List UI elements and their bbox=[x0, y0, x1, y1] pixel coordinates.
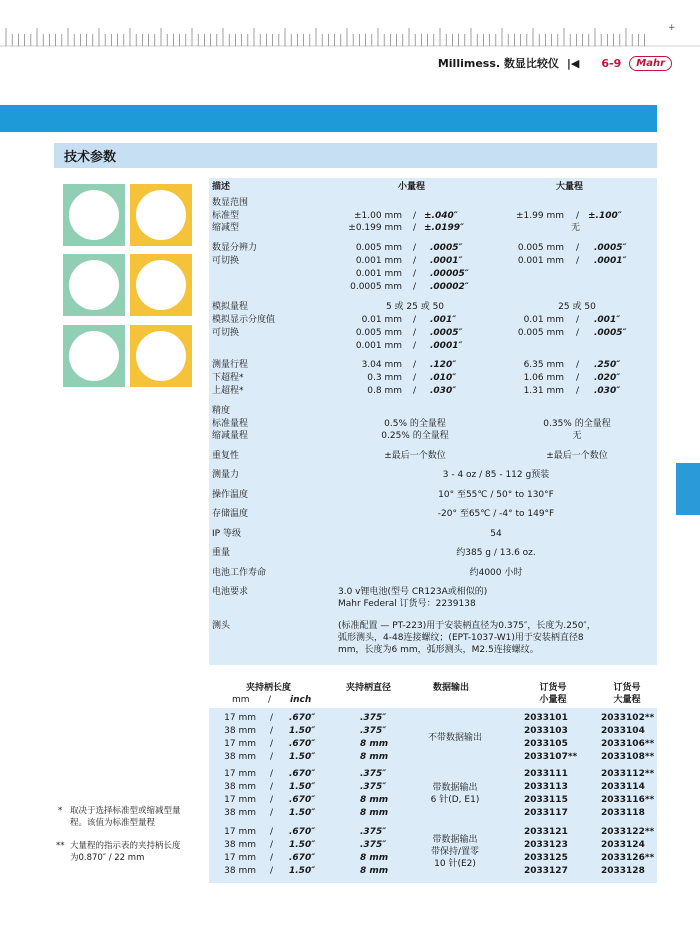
stem-length-inch: 1.50″ bbox=[289, 866, 316, 876]
data-output-label: 不带数据输出 bbox=[427, 733, 482, 743]
dial-face-yellow-2 bbox=[130, 254, 192, 316]
label-force: 测量力 bbox=[212, 470, 240, 480]
dr-red-large: 无 bbox=[571, 223, 581, 233]
slash: / bbox=[270, 827, 274, 837]
label-probe: 测头 bbox=[212, 621, 231, 631]
stem-diameter: .375″ bbox=[360, 726, 387, 736]
h-small: 小量程 bbox=[539, 695, 567, 705]
order-no-small: 2033127 bbox=[524, 866, 568, 876]
order-no-large: 2033114 bbox=[601, 782, 645, 792]
label-resolution: 数显分辨力 bbox=[212, 243, 258, 253]
stem-length-mm: 17 mm bbox=[224, 795, 256, 805]
acc-red-small: 0.25% 的全量程 bbox=[381, 431, 449, 441]
stem-length-inch: .670″ bbox=[289, 769, 316, 779]
order-no-large: 2033128 bbox=[601, 866, 645, 876]
slash: / bbox=[270, 840, 274, 850]
battery-life-value: 约4000 小时 bbox=[469, 568, 523, 578]
slash: / bbox=[270, 853, 274, 863]
h-inch: inch bbox=[290, 695, 312, 705]
order-no-large: 2033108** bbox=[601, 752, 655, 762]
label-travel: 测量行程 bbox=[212, 360, 249, 370]
label-weight: 重量 bbox=[212, 548, 231, 558]
slash: / bbox=[270, 808, 274, 818]
h-data-output: 数据输出 bbox=[433, 683, 470, 693]
value-inch: .0001″ bbox=[430, 341, 463, 351]
order-no-large: 2033122** bbox=[601, 827, 655, 837]
ruler-strip bbox=[0, 0, 700, 50]
op-temp-value: 10° 至55℃ / 50° to 130°F bbox=[438, 490, 554, 500]
label-analog-division: 模拟显示分度值 bbox=[212, 315, 276, 325]
value-inch: .0005″ bbox=[430, 243, 463, 253]
stem-length-inch: 1.50″ bbox=[289, 840, 316, 850]
label-switchable: 可切换 bbox=[212, 256, 240, 266]
order-no-large: 2033112** bbox=[601, 769, 655, 779]
slash: / bbox=[576, 211, 580, 221]
probe-value-3: mm，长度为6 mm，弧形测头，M2.5连接螺纹。 bbox=[338, 645, 539, 655]
dial-face-green-1 bbox=[63, 184, 125, 246]
footnote-2-line-2: 为0.870″ / 22 mm bbox=[70, 853, 145, 863]
stem-length-mm: 17 mm bbox=[224, 713, 256, 723]
order-no-large: 2033102** bbox=[601, 713, 655, 723]
value-inch: .030″ bbox=[594, 386, 621, 396]
order-no-small: 2033111 bbox=[524, 769, 568, 779]
stem-diameter: .375″ bbox=[360, 840, 387, 850]
slash: / bbox=[270, 726, 274, 736]
value-inch: .0001″ bbox=[594, 256, 627, 266]
slash: / bbox=[413, 315, 417, 325]
repeat-large: ±最后一个数位 bbox=[546, 451, 608, 461]
stem-length-inch: 1.50″ bbox=[289, 808, 316, 818]
slash: / bbox=[576, 328, 580, 338]
order-no-large: 2033104 bbox=[601, 726, 645, 736]
stem-length-inch: 1.50″ bbox=[289, 726, 316, 736]
value-inch: .010″ bbox=[430, 373, 457, 383]
stem-length-mm: 17 mm bbox=[224, 853, 256, 863]
stem-diameter: 8 mm bbox=[360, 752, 389, 762]
value-mm: 0.005 mm bbox=[517, 243, 564, 253]
label-switchable-2: 可切换 bbox=[212, 328, 240, 338]
label-reduced: 缩减型 bbox=[212, 223, 240, 233]
h-order-no-large: 订货号 bbox=[613, 683, 641, 693]
order-no-small: 2033121 bbox=[524, 827, 568, 837]
stem-diameter: 8 mm bbox=[360, 808, 389, 818]
order-no-large: 2033116** bbox=[601, 795, 655, 805]
order-no-small: 2033117 bbox=[524, 808, 568, 818]
section-title: 技术参数 bbox=[64, 150, 117, 165]
order-no-small: 2033101 bbox=[524, 713, 568, 723]
stem-length-inch: .670″ bbox=[289, 853, 316, 863]
slash: / bbox=[413, 243, 417, 253]
value-mm: 0.005 mm bbox=[517, 328, 564, 338]
stem-length-mm: 17 mm bbox=[224, 739, 256, 749]
slash: / bbox=[270, 739, 274, 749]
value-mm: 0.001 mm bbox=[355, 341, 402, 351]
h-large: 大量程 bbox=[613, 695, 641, 705]
acc-std-small: 0.5% 的全量程 bbox=[384, 419, 446, 429]
stem-diameter: .375″ bbox=[360, 713, 387, 723]
stem-diameter: .375″ bbox=[360, 827, 387, 837]
col-large: 大量程 bbox=[556, 182, 584, 192]
label-standard-range: 标准量程 bbox=[212, 419, 249, 429]
value-mm: 6.35 mm bbox=[523, 360, 564, 370]
slash: / bbox=[413, 211, 417, 221]
h-slash: / bbox=[268, 695, 272, 705]
slash: / bbox=[413, 282, 417, 292]
order-no-small: 2033103 bbox=[524, 726, 568, 736]
slash: / bbox=[270, 713, 274, 723]
repeat-small: ±最后一个数位 bbox=[384, 451, 446, 461]
footnote-1-line-2: 程。该值为标准型量程 bbox=[70, 818, 156, 828]
slash: / bbox=[576, 360, 580, 370]
footnote-2-mark: ** bbox=[56, 841, 65, 851]
value-mm: 0.005 mm bbox=[355, 328, 402, 338]
slash: / bbox=[413, 223, 417, 233]
acc-std-large: 0.35% 的全量程 bbox=[543, 419, 611, 429]
stem-length-inch: .670″ bbox=[289, 713, 316, 723]
value-mm: 0.3 mm bbox=[367, 373, 402, 383]
value-mm: 0.01 mm bbox=[523, 315, 564, 325]
stem-length-inch: 1.50″ bbox=[289, 782, 316, 792]
svg-text:+: + bbox=[668, 23, 676, 33]
battery-value-2: Mahr Federal 订货号：2239138 bbox=[338, 599, 476, 609]
value-mm: 0.01 mm bbox=[361, 315, 402, 325]
dr-std-large-in: ±.100″ bbox=[588, 211, 622, 221]
value-mm: 0.001 mm bbox=[517, 256, 564, 266]
value-inch: .0001″ bbox=[430, 256, 463, 266]
data-output-label: 带数据输出 bbox=[432, 783, 478, 793]
stem-length-mm: 38 mm bbox=[224, 866, 256, 876]
value-inch: .001″ bbox=[594, 315, 621, 325]
dr-red-small-in: ±.0199″ bbox=[424, 223, 465, 233]
mahr-logo: Mahr bbox=[629, 56, 672, 71]
slash: / bbox=[576, 386, 580, 396]
slash: / bbox=[576, 315, 580, 325]
label-ip: IP 等级 bbox=[212, 529, 241, 539]
storage-temp-value: -20° 至65℃ / -4° to 149°F bbox=[437, 509, 555, 519]
label-lower-overtravel: 下超程* bbox=[212, 373, 244, 383]
slash: / bbox=[270, 866, 274, 876]
stem-diameter: .375″ bbox=[360, 769, 387, 779]
col-desc: 描述 bbox=[212, 182, 231, 192]
dr-std-small-in: ±.040″ bbox=[424, 211, 458, 221]
value-inch: .250″ bbox=[594, 360, 621, 370]
h-mm: mm bbox=[232, 695, 250, 705]
stem-diameter: 8 mm bbox=[360, 795, 389, 805]
value-inch: .00005″ bbox=[430, 269, 469, 279]
footnote-1-mark: * bbox=[58, 806, 63, 816]
value-mm: 0.001 mm bbox=[355, 269, 402, 279]
stem-length-inch: .670″ bbox=[289, 827, 316, 837]
dial-face-yellow-1 bbox=[130, 184, 192, 246]
slash: / bbox=[413, 328, 417, 338]
value-inch: .120″ bbox=[430, 360, 457, 370]
analog-large: 25 或 50 bbox=[558, 302, 596, 312]
value-inch: .0005″ bbox=[430, 328, 463, 338]
data-output-label: 带保持/置零 bbox=[430, 847, 480, 857]
value-inch: .0005″ bbox=[594, 328, 627, 338]
label-accuracy: 精度 bbox=[212, 406, 231, 416]
slash: / bbox=[270, 795, 274, 805]
order-no-small: 2033113 bbox=[524, 782, 568, 792]
order-no-small: 2033105 bbox=[524, 739, 568, 749]
slash: / bbox=[270, 782, 274, 792]
weight-value: 约385 g / 13.6 oz. bbox=[456, 548, 536, 558]
label-battery-life: 电池工作寿命 bbox=[212, 568, 267, 578]
stem-diameter: 8 mm bbox=[360, 853, 389, 863]
order-no-small: 2033123 bbox=[524, 840, 568, 850]
stem-length-mm: 38 mm bbox=[224, 840, 256, 850]
section-color-bar bbox=[0, 105, 657, 132]
value-mm: 1.31 mm bbox=[523, 386, 564, 396]
slash: / bbox=[576, 373, 580, 383]
label-battery: 电池要求 bbox=[212, 587, 249, 597]
col-small: 小量程 bbox=[398, 182, 426, 192]
data-output-label: 6 针(D, E1) bbox=[430, 795, 480, 805]
acc-red-large: 无 bbox=[572, 431, 582, 441]
value-mm: 0.0005 mm bbox=[350, 282, 402, 292]
footnote-1-line-1: 取决于选择标准型或缩减型量 bbox=[70, 806, 181, 816]
probe-value-1: (标准配置 — PT-223)用于安装柄直径为0.375″，长度为.250″， bbox=[338, 621, 596, 631]
value-inch: .001″ bbox=[430, 315, 457, 325]
label-op-temp: 操作温度 bbox=[212, 490, 249, 500]
order-no-large: 2033126** bbox=[601, 853, 655, 863]
order-no-large: 2033118 bbox=[601, 808, 645, 818]
dial-face-green-2 bbox=[63, 254, 125, 316]
value-mm: 0.8 mm bbox=[367, 386, 402, 396]
footnote-2-line-1: 大量程的指示表的夹持柄长度 bbox=[70, 841, 181, 851]
stem-length-mm: 38 mm bbox=[224, 726, 256, 736]
data-output-label: 10 针(E2) bbox=[434, 859, 476, 869]
slash: / bbox=[270, 769, 274, 779]
data-output-label: 带数据输出 bbox=[432, 835, 478, 845]
slash: / bbox=[576, 256, 580, 266]
slash: / bbox=[270, 752, 274, 762]
stem-length-mm: 17 mm bbox=[224, 827, 256, 837]
order-no-small: 2033115 bbox=[524, 795, 568, 805]
h-stem-diameter: 夹持柄直径 bbox=[346, 683, 392, 693]
slash: / bbox=[413, 373, 417, 383]
value-inch: .030″ bbox=[430, 386, 457, 396]
slash: / bbox=[413, 360, 417, 370]
stem-diameter: 8 mm bbox=[360, 739, 389, 749]
chapter-side-tab bbox=[676, 463, 700, 515]
value-inch: .00002″ bbox=[430, 282, 469, 292]
dial-face-green-3 bbox=[63, 325, 125, 387]
battery-value-1: 3.0 v锂电池(型号 CR123A或相似的) bbox=[338, 587, 488, 597]
header-title: Millimess. 数显比较仪 bbox=[437, 57, 559, 70]
order-no-large: 2033124 bbox=[601, 840, 645, 850]
slash: / bbox=[413, 386, 417, 396]
force-value: 3 - 4 oz / 85 - 112 g预装 bbox=[442, 470, 550, 480]
label-storage-temp: 存储温度 bbox=[212, 509, 249, 519]
stem-length-mm: 38 mm bbox=[224, 752, 256, 762]
slash: / bbox=[413, 341, 417, 351]
slash: / bbox=[413, 256, 417, 266]
dr-std-large-mm: ±1.99 mm bbox=[516, 211, 564, 221]
value-inch: .0005″ bbox=[594, 243, 627, 253]
stem-diameter: 8 mm bbox=[360, 866, 389, 876]
h-stem-length: 夹持柄长度 bbox=[246, 683, 292, 693]
header-separator-icon: |◀ bbox=[566, 56, 580, 70]
dr-red-small-mm: ±0.199 mm bbox=[348, 223, 402, 233]
value-mm: 3.04 mm bbox=[361, 360, 402, 370]
value-inch: .020″ bbox=[594, 373, 621, 383]
value-mm: 0.005 mm bbox=[355, 243, 402, 253]
label-display-range: 数显范围 bbox=[212, 198, 249, 208]
stem-length-inch: .670″ bbox=[289, 795, 316, 805]
order-no-small: 2033107** bbox=[524, 752, 578, 762]
label-upper-overtravel: 上超程* bbox=[212, 386, 244, 396]
stem-length-mm: 38 mm bbox=[224, 808, 256, 818]
page-header bbox=[438, 52, 672, 74]
stem-length-mm: 38 mm bbox=[224, 782, 256, 792]
value-mm: 0.001 mm bbox=[355, 256, 402, 266]
dial-face-yellow-3 bbox=[130, 325, 192, 387]
label-reduced-range: 缩减量程 bbox=[212, 431, 249, 441]
dr-std-small-mm: ±1.00 mm bbox=[354, 211, 402, 221]
page-number: 6-9 bbox=[601, 56, 622, 70]
label-analog-range: 模拟量程 bbox=[212, 302, 249, 312]
probe-value-2: 弧形测头，4-48连接螺纹；(EPT-1037-W1)用于安装柄直径8 bbox=[338, 633, 584, 643]
h-order-no-small: 订货号 bbox=[539, 683, 567, 693]
slash: / bbox=[576, 243, 580, 253]
analog-small: 5 或 25 或 50 bbox=[385, 302, 445, 312]
label-standard: 标准型 bbox=[212, 211, 240, 221]
ip-value: 54 bbox=[490, 529, 502, 539]
stem-length-inch: 1.50″ bbox=[289, 752, 316, 762]
label-repeatability: 重复性 bbox=[212, 451, 240, 461]
order-no-large: 2033106** bbox=[601, 739, 655, 749]
section-title-bar bbox=[54, 143, 657, 168]
stem-length-inch: .670″ bbox=[289, 739, 316, 749]
stem-length-mm: 17 mm bbox=[224, 769, 256, 779]
order-no-small: 2033125 bbox=[524, 853, 568, 863]
stem-diameter: .375″ bbox=[360, 782, 387, 792]
slash: / bbox=[413, 269, 417, 279]
value-mm: 1.06 mm bbox=[523, 373, 564, 383]
